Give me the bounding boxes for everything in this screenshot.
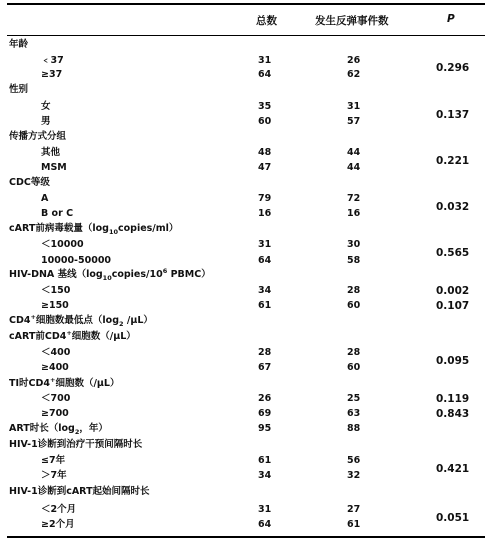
row-events: 28 bbox=[347, 347, 361, 358]
row-category: HIV-1诊断到治疗干预间隔时长 bbox=[9, 439, 143, 450]
row-events: 60 bbox=[347, 362, 361, 373]
row-category: CDC等级 bbox=[9, 177, 50, 188]
row-events: 44 bbox=[347, 162, 361, 173]
row-total: 34 bbox=[258, 470, 272, 481]
row-label: ＞7年 bbox=[41, 470, 67, 481]
row-label: A bbox=[41, 193, 49, 204]
p-value: 0.107 bbox=[436, 300, 470, 312]
row-total: 64 bbox=[258, 255, 272, 266]
row-label: ＜2个月 bbox=[41, 504, 77, 515]
row-category: 性别 bbox=[9, 84, 29, 95]
row-total: 16 bbox=[258, 208, 272, 219]
row-category: ART时长（$\log_2$，年） bbox=[9, 423, 108, 436]
row-events: 62 bbox=[347, 69, 361, 80]
row-category: cART前病毒载量$(\log_{10}copies/ml)$ bbox=[9, 223, 179, 236]
row-label: ＜400 bbox=[41, 347, 71, 358]
row-total: 26 bbox=[258, 393, 272, 404]
table-top-rule bbox=[7, 3, 485, 5]
row-total: 47 bbox=[258, 162, 272, 173]
header-total: 总数 bbox=[256, 15, 277, 27]
row-total: 61 bbox=[258, 300, 272, 311]
row-total: 34 bbox=[258, 285, 272, 296]
row-label: ≥400 bbox=[41, 362, 69, 373]
row-category: CD4+细胞数最低点（$\log_2$ /µL） bbox=[9, 312, 153, 328]
table-bottom-rule bbox=[7, 536, 485, 538]
row-events: 61 bbox=[347, 519, 361, 530]
p-value: 0.565 bbox=[436, 247, 470, 259]
row-label: B or C bbox=[41, 208, 74, 219]
row-events: 72 bbox=[347, 193, 361, 204]
row-label: ≥2个月 bbox=[41, 519, 75, 530]
row-label: ＜700 bbox=[41, 393, 71, 404]
row-label: ≥700 bbox=[41, 408, 69, 419]
row-events: 28 bbox=[347, 285, 361, 296]
row-label: ＜10000 bbox=[41, 239, 84, 250]
row-events: 26 bbox=[347, 55, 361, 66]
p-value: 0.051 bbox=[436, 512, 470, 524]
row-label: 10000-50000 bbox=[41, 255, 112, 266]
row-total: 31 bbox=[258, 504, 272, 515]
row-events: 30 bbox=[347, 239, 361, 250]
row-total: 60 bbox=[258, 116, 272, 127]
row-category: HIV-DNA 基线（$\log_{10}copies/10^6$ PBMC） bbox=[9, 266, 211, 282]
row-category: cART前CD4+细胞数（/µL） bbox=[9, 328, 136, 342]
p-value: 0.221 bbox=[436, 155, 470, 167]
row-category: 传播方式分组 bbox=[9, 131, 67, 142]
row-total: 61 bbox=[258, 455, 272, 466]
p-value: 0.095 bbox=[436, 355, 470, 367]
row-total: 95 bbox=[258, 423, 272, 434]
row-category: 年龄 bbox=[9, 39, 29, 50]
row-events: 16 bbox=[347, 208, 361, 219]
row-label: ﹤37 bbox=[41, 55, 64, 66]
row-label: ≥37 bbox=[41, 69, 63, 80]
row-events: 58 bbox=[347, 255, 361, 266]
row-label: ≤7年 bbox=[41, 455, 66, 466]
row-events: 32 bbox=[347, 470, 361, 481]
row-total: 64 bbox=[258, 69, 272, 80]
header-events: 发生反弹事件数 bbox=[315, 15, 389, 27]
row-label: 其他 bbox=[41, 147, 61, 158]
row-label: ＜150 bbox=[41, 285, 71, 296]
header-p: P bbox=[447, 13, 455, 25]
row-total: 69 bbox=[258, 408, 272, 419]
row-events: 56 bbox=[347, 455, 361, 466]
p-value: 0.296 bbox=[436, 62, 470, 74]
row-total: 35 bbox=[258, 101, 272, 112]
p-value: 0.843 bbox=[436, 408, 470, 420]
row-label: ≥150 bbox=[41, 300, 69, 311]
row-total: 48 bbox=[258, 147, 272, 158]
row-events: 63 bbox=[347, 408, 361, 419]
row-events: 44 bbox=[347, 147, 361, 158]
row-total: 67 bbox=[258, 362, 272, 373]
row-category: TI时CD4+细胞数（/µL） bbox=[9, 375, 120, 389]
row-total: 79 bbox=[258, 193, 272, 204]
row-events: 31 bbox=[347, 101, 361, 112]
row-events: 25 bbox=[347, 393, 361, 404]
row-label: 女 bbox=[41, 101, 51, 112]
p-value: 0.119 bbox=[436, 393, 470, 405]
row-events: 57 bbox=[347, 116, 361, 127]
p-value: 0.002 bbox=[436, 285, 470, 297]
p-value: 0.421 bbox=[436, 463, 470, 475]
row-label: MSM bbox=[41, 162, 67, 173]
p-value: 0.137 bbox=[436, 109, 470, 121]
p-value: 0.032 bbox=[436, 201, 470, 213]
row-total: 64 bbox=[258, 519, 272, 530]
row-total: 31 bbox=[258, 55, 272, 66]
row-category: HIV-1诊断到cART起始间隔时长 bbox=[9, 486, 150, 497]
row-total: 28 bbox=[258, 347, 272, 358]
row-events: 60 bbox=[347, 300, 361, 311]
row-total: 31 bbox=[258, 239, 272, 250]
table-header-rule bbox=[7, 35, 485, 36]
row-label: 男 bbox=[41, 116, 51, 127]
row-events: 88 bbox=[347, 423, 361, 434]
row-events: 27 bbox=[347, 504, 361, 515]
